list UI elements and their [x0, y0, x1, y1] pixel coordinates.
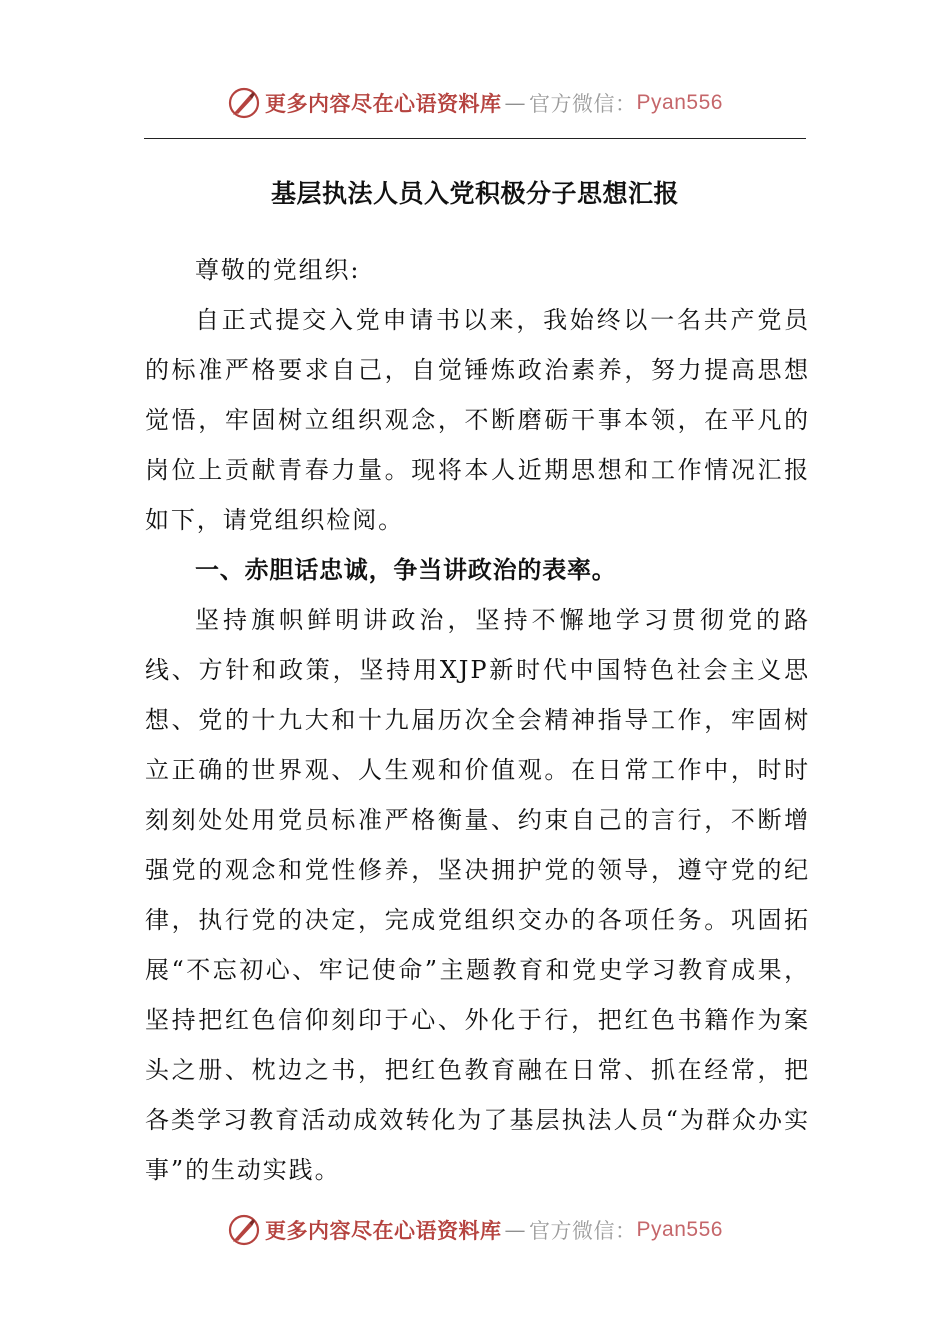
document-title: 基层执法人员入党积极分子思想汇报	[270, 179, 679, 208]
watermark-dash: —	[504, 91, 527, 115]
intro-paragraph: 自正式提交入党申请书以来，我始终以一名共产党员的标准严格要求自己，自觉锤炼政治素养，努力提高思想觉悟，牢固树立组织观念，不断磨砺干事本领，在平凡的岗位上贡献青春力量。现将本人近期思想和工作情况汇报如下，请党组织检阅。	[145, 306, 810, 534]
watermark-account: Pyan556	[636, 1218, 723, 1241]
salutation: 尊敬的党组织:	[195, 256, 361, 284]
pen-logo-icon	[227, 86, 261, 120]
section-paragraph: 坚持旗帜鲜明讲政治，坚持不懈地学习贯彻党的路线、方针和政策，坚持用XJP新时代中国特色社会主义思想、党的十九大和十九届历次全会精神指导工作，牢固树立正确的世界观、人生观和价值观。在日常工作中，时时刻刻处处用党员标准严格衡量、约束自己的言行，不断增强党的观念和党性修养，坚决拥护党的领导，遵守党的纪律，执行党的决定，完成党组织交办的各项任务。巩固拓展“不忘初心、牢记使命”主题教育和党史学习教育成果，坚持把红色信仰刻印于心、外化于行，把红色书籍作为案头之册、枕边之书，把红色教育融在日常、抓在经常，把各类学习教育活动成效转化为了基层执法人员“为群众办实事”的生动实践。	[145, 606, 810, 1184]
watermark-brand: 更多内容尽在心语资料库	[265, 1218, 502, 1243]
watermark-footer	[0, 1210, 950, 1250]
watermark-brand: 更多内容尽在心语资料库	[265, 91, 502, 116]
watermark-account: Pyan556	[636, 91, 723, 114]
document-body	[145, 245, 810, 1195]
watermark-header	[0, 83, 950, 123]
watermark-wechat-label: 官方微信：	[529, 92, 637, 116]
watermark-wechat-label: 官方微信：	[529, 1219, 637, 1243]
section-heading: 一、赤胆话忠诚，争当讲政治的表率。	[195, 556, 617, 584]
header-divider	[144, 138, 806, 139]
pen-logo-icon	[227, 1213, 261, 1247]
watermark-dash: —	[504, 1218, 527, 1242]
